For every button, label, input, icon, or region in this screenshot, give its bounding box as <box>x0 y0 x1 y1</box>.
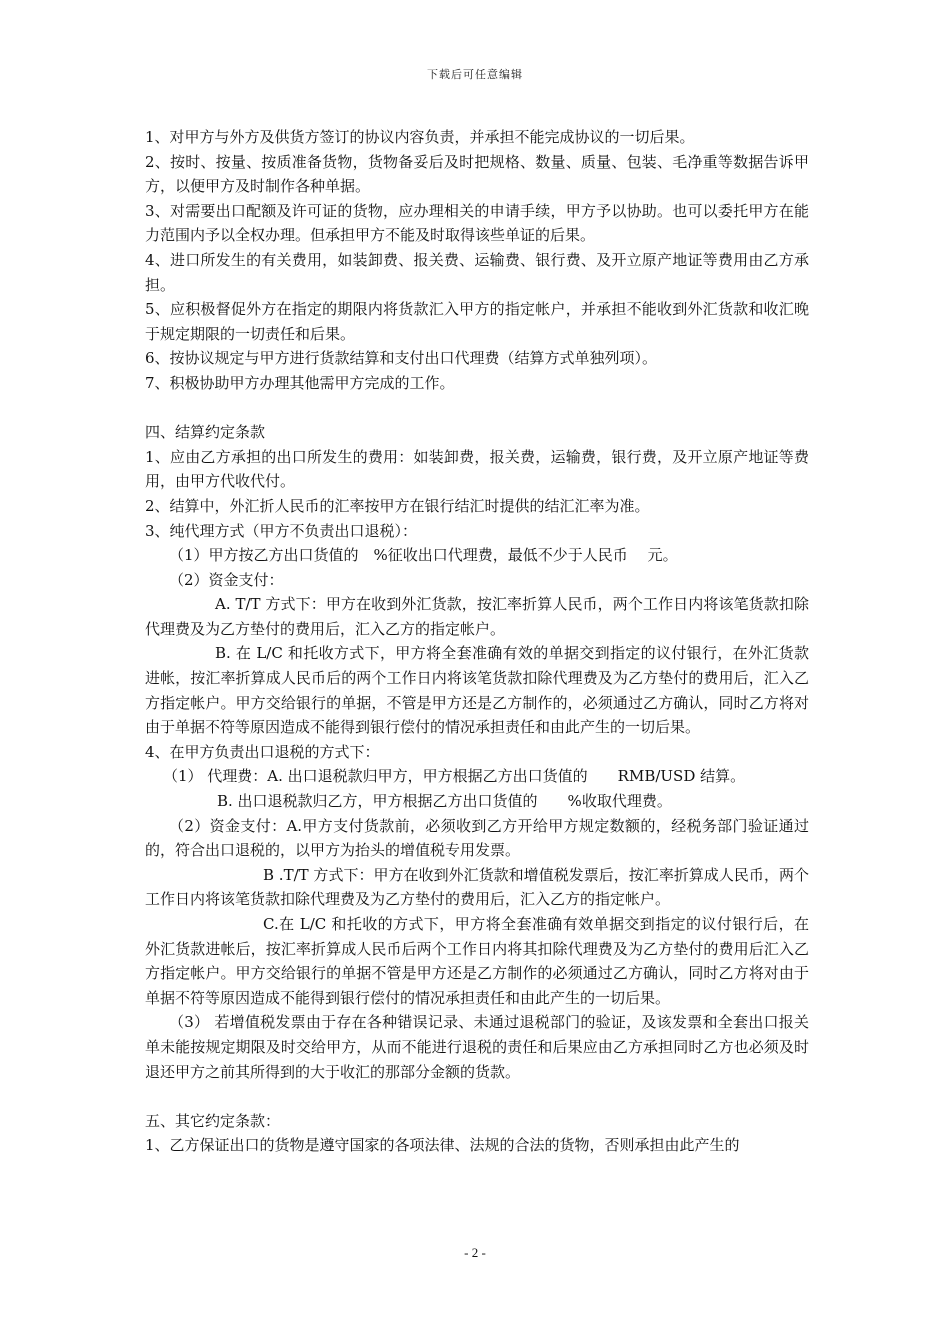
paragraph: 3、纯代理方式（甲方不负责出口退税）： <box>145 521 418 540</box>
document-body <box>145 125 809 1158</box>
paragraph: 1、应由乙方承担的出口所发生的费用：如装卸费，报关费，运输费，银行费，及开立原产地证等费用，由甲方代收代付。 <box>145 447 809 491</box>
paragraph: 7、积极协助甲方办理其他需甲方完成的工作。 <box>145 373 455 392</box>
paragraph: （1） 代理费：A. 出口退税款归甲方，甲方根据乙方出口货值的 RMB/USD 结算。 <box>163 767 746 786</box>
paragraph: 3、对需要出口配额及许可证的货物，应办理相关的申请手续，甲方予以协助。也可以委托甲方在能力范围内予以全权办理。但承担甲方不能及时取得该些单证的后果。 <box>145 201 809 245</box>
paragraph: 4、在甲方负责出口退税的方式下： <box>145 742 380 761</box>
paragraph: B. 出口退税款归乙方，甲方根据乙方出口货值的 %收取代理费。 <box>217 792 672 811</box>
paragraph: 5、应积极督促外方在指定的期限内将货款汇入甲方的指定帐户，并承担不能收到外汇货款和收汇晚于规定期限的一切责任和后果。 <box>145 300 809 343</box>
section-heading: 五、其它约定条款： <box>145 1111 281 1130</box>
blank-line <box>145 1084 809 1109</box>
paragraph: B. 在 L/C 和托收方式下，甲方将全套准确有效的单据交到指定的议付银行，在外汇货款进帐，按汇率折算成人民币后的两个工作日内将该笔货款扣除代理费及为乙方垫付的费用后，汇入乙方指定帐户。甲方交给银行的单据，不管是甲方还是乙方制作的，必须通过乙方确认，同时乙方将对由于单据不符等原因造成不能得到银行偿付的情况承担责任和由此产生的一切后果。 <box>145 644 809 737</box>
paragraph: 2、按时、按量、按质准备货物，货物备妥后及时把规格、数量、质量、包装、毛净重等数据告诉甲方，以便甲方及时制作各种单据。 <box>145 152 809 196</box>
paragraph: C.在 L/C 和托收的方式下，甲方将全套准确有效单据交到指定的议付银行后，在外汇货款进帐后，按汇率折算成人民币后两个工作日内将其扣除代理费及为乙方垫付的费用后汇入乙方指定帐户。甲方交给银行的单据不管是甲方还是乙方制作的必须通过乙方确认，同时乙方将对由于单据不符等原因造成不能得到银行偿付的情况承担责任和由此产生的一切后果。 <box>145 915 809 1007</box>
paragraph: A. T/T 方式下：甲方在收到外汇货款，按汇率折算人民币，两个工作日内将该笔货款扣除代理费及为乙方垫付的费用后，汇入乙方的指定帐户。 <box>145 595 809 638</box>
paragraph: 6、按协议规定与甲方进行货款结算和支付出口代理费（结算方式单独列项）。 <box>145 349 658 368</box>
paragraph: （2）资金支付： <box>169 570 284 589</box>
section-heading: 四、结算约定条款 <box>145 423 266 442</box>
page-header: 下载后可任意编辑 <box>427 68 523 81</box>
page-number: - 2 - <box>464 1245 486 1260</box>
paragraph: 1、对甲方与外方及供货方签订的协议内容负责，并承担不能完成协议的一切后果。 <box>145 128 695 146</box>
paragraph: （2）资金支付：A.甲方支付货款前，必须收到乙方开给甲方规定数额的，经税务部门验证通过的，符合出口退税的，以甲方为抬头的增值税专用发票。 <box>145 816 809 860</box>
paragraph: （1）甲方按乙方出口货值的 %征收出口代理费，最低不少于人民币 元。 <box>169 546 678 565</box>
blank-line <box>145 396 809 421</box>
paragraph: 1、乙方保证出口的货物是遵守国家的各项法律、法规的合法的货物，否则承担由此产生的 <box>145 1136 740 1155</box>
paragraph: B .T/T 方式下：甲方在收到外汇货款和增值税发票后，按汇率折算成人民币，两个工作日内将该笔货款扣除代理费及为乙方垫付的费用后，汇入乙方的指定帐户。 <box>145 865 809 909</box>
paragraph: （3） 若增值税发票由于存在各种错误记录、未通过退税部门的验证，及该发票和全套出口报关单未能按规定期限及时交给甲方，从而不能进行退税的责任和后果应由乙方承担同时乙方也必须及时退还甲方之前其所得到的大于收汇的那部分金额的货款。 <box>145 1013 809 1081</box>
paragraph: 2、结算中，外汇折人民币的汇率按甲方在银行结汇时提供的结汇汇率为准。 <box>145 496 650 515</box>
paragraph: 4、进口所发生的有关费用，如装卸费、报关费、运输费、银行费、及开立原产地证等费用由乙方承担。 <box>145 250 809 294</box>
